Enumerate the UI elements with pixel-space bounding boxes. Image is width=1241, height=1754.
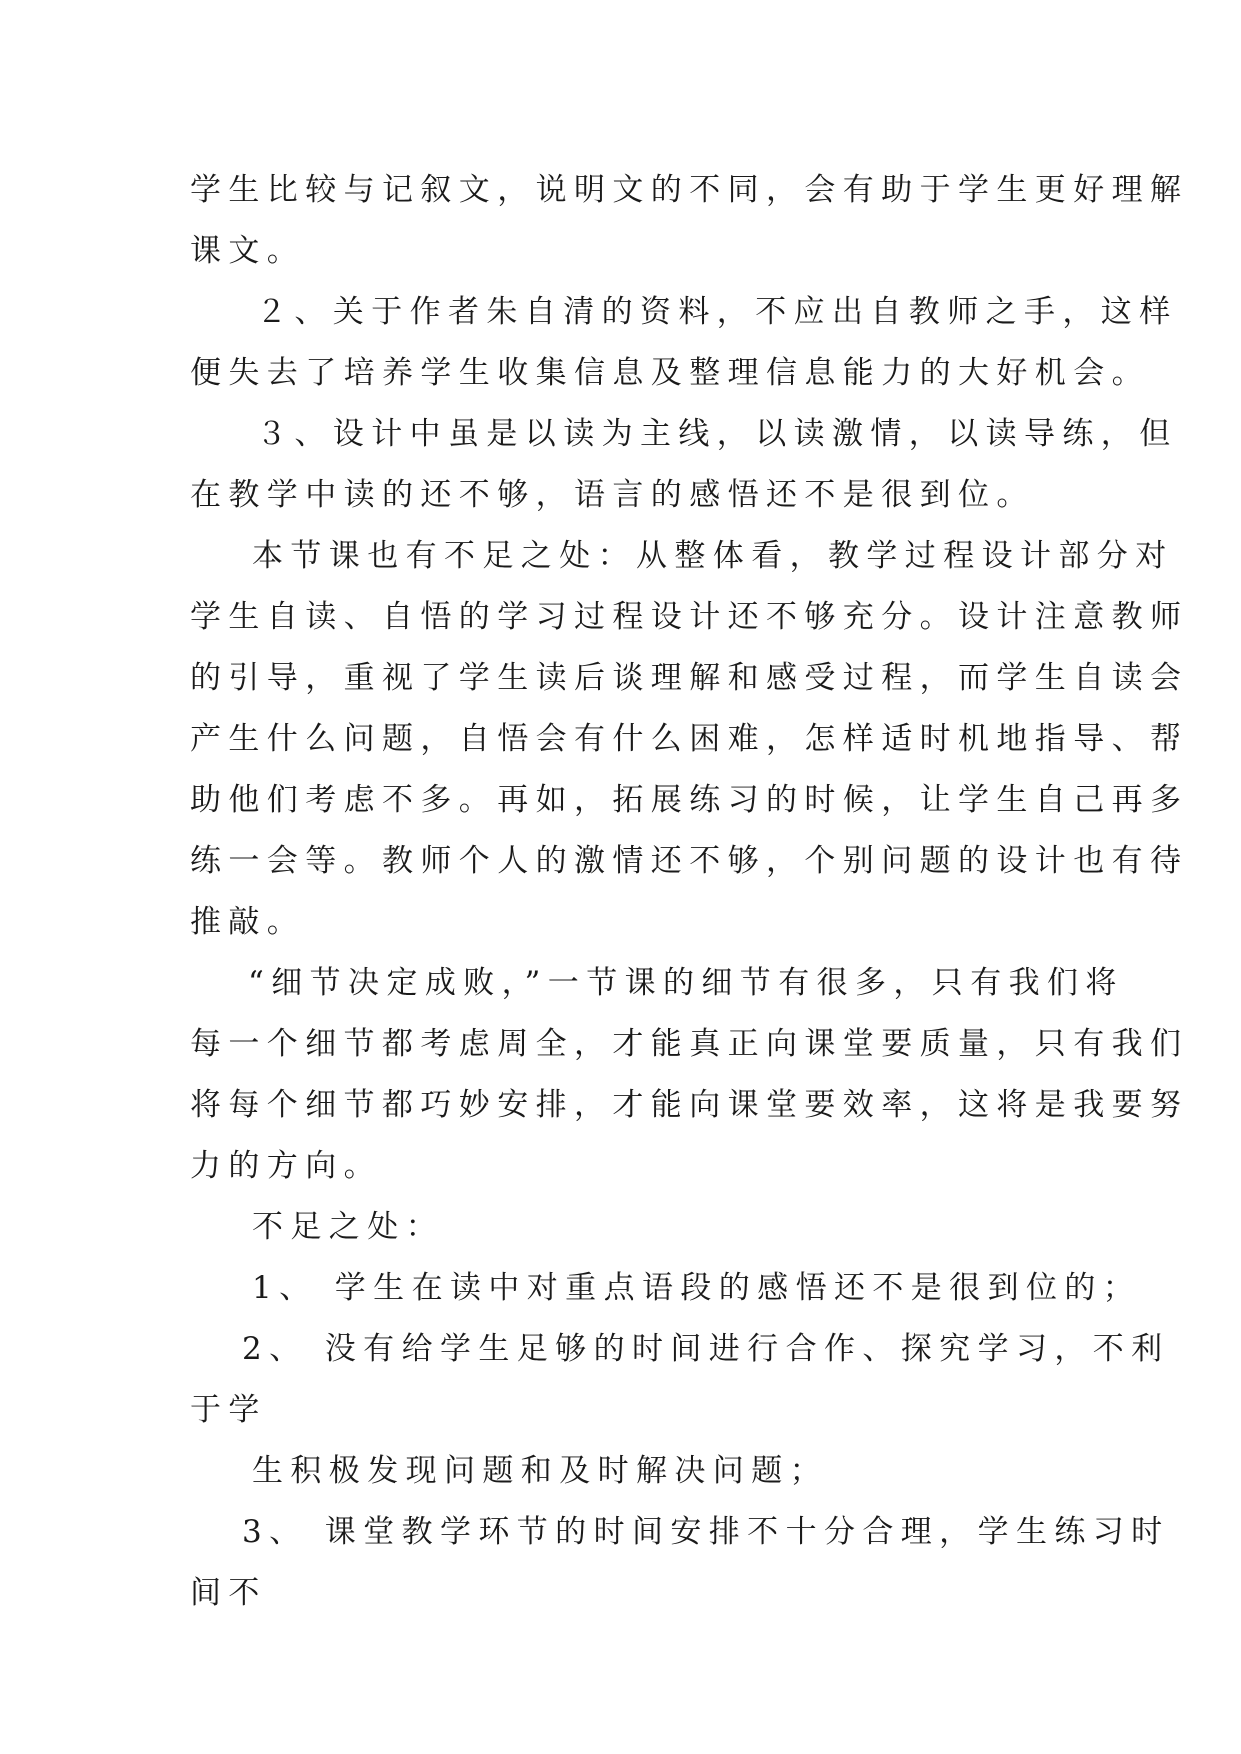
document-body bbox=[190, 160, 1189, 1624]
text-line: 不足之处： bbox=[252, 1209, 444, 1245]
text-line: “细节决定成败，”一节课的细节有很多，只有我们将 bbox=[248, 965, 1124, 1001]
text-line: 每一个细节都考虑周全，才能真正向课堂要质量，只有我们 bbox=[190, 1026, 1189, 1062]
text-line: 间不 bbox=[190, 1575, 267, 1611]
text-line: ２、关于作者朱自清的资料，不应出自教师之手，这样 bbox=[256, 294, 1178, 330]
text-line: 助他们考虑不多。再如，拓展练习的时候，让学生自己再多 bbox=[190, 782, 1189, 818]
text-line: 产生什么问题，自悟会有什么困难，怎样适时机地指导、帮 bbox=[190, 721, 1189, 757]
list-item: 2、 没有给学生足够的时间进行合作、探究学习，不利 bbox=[242, 1331, 1170, 1367]
text-line: 在教学中读的还不够，语言的感悟还不是很到位。 bbox=[190, 477, 1035, 513]
text-line: 本节课也有不足之处：从整体看，教学过程设计部分对 bbox=[252, 538, 1174, 574]
text-line: 学生比较与记叙文，说明文的不同，会有助于学生更好理解 bbox=[190, 172, 1189, 208]
text-line: 便失去了培养学生收集信息及整理信息能力的大好机会。 bbox=[190, 355, 1150, 391]
text-line: 练一会等。教师个人的激情还不够，个别问题的设计也有待 bbox=[190, 843, 1189, 879]
list-item: 1、 学生在读中对重点语段的感悟还不是很到位的； bbox=[252, 1270, 1142, 1306]
text-line: 课文。 bbox=[190, 233, 306, 269]
text-line: 学生自读、自悟的学习过程设计还不够充分。设计注意教师 bbox=[190, 599, 1189, 635]
text-line: 的引导，重视了学生读后谈理解和感受过程，而学生自读会 bbox=[190, 660, 1189, 696]
text-line: 力的方向。 bbox=[190, 1148, 382, 1184]
text-line: 于学 bbox=[190, 1392, 267, 1428]
text-line: ３、设计中虽是以读为主线，以读激情，以读导练，但 bbox=[256, 416, 1178, 452]
text-line: 将每个细节都巧妙安排，才能向课堂要效率，这将是我要努 bbox=[190, 1087, 1189, 1123]
text-line: 推敲。 bbox=[190, 904, 306, 940]
list-item: 3、 课堂教学环节的时间安排不十分合理，学生练习时 bbox=[242, 1514, 1170, 1550]
text-line: 生积极发现问题和及时解决问题； bbox=[252, 1453, 828, 1489]
